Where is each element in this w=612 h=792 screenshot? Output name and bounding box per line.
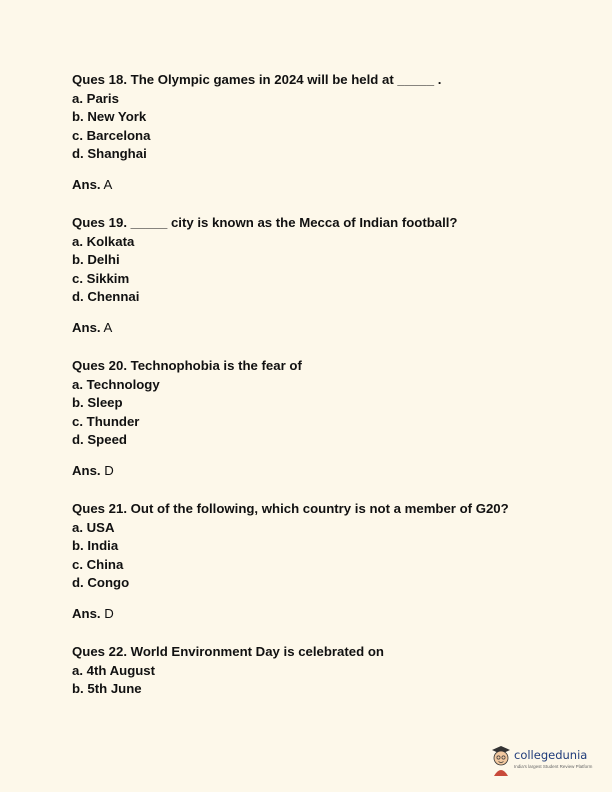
answer xyxy=(72,319,552,338)
question-prompt: Ques 21. Out of the following, which country is not a member of G20? xyxy=(72,501,509,516)
option-d: d. Speed xyxy=(72,432,127,447)
answer xyxy=(72,176,552,195)
option-b: b. India xyxy=(72,538,119,553)
question-20 xyxy=(72,357,552,480)
question-18 xyxy=(72,71,552,194)
answer xyxy=(72,462,552,481)
option-b: b. New York xyxy=(72,109,147,124)
option-b: b. Delhi xyxy=(72,252,120,267)
option-c: c. Barcelona xyxy=(72,127,151,143)
student-mascot-icon xyxy=(490,744,512,778)
option-b: b. 5th June xyxy=(72,681,142,696)
option-d: d. Shanghai xyxy=(72,146,147,161)
brand-tagline: India's largest Student Review Platform xyxy=(514,764,593,769)
answer-value: A xyxy=(103,319,113,335)
brand-name: collegedunia xyxy=(514,748,588,762)
question-22 xyxy=(72,643,552,699)
collegedunia-logo xyxy=(490,744,600,780)
option-c: c. Sikkim xyxy=(72,270,130,286)
question-prompt: Ques 19. _____ city is known as the Mecca of Indian football? xyxy=(72,215,458,230)
option-a: a. Technology xyxy=(72,376,160,392)
answer-value: A xyxy=(103,176,113,192)
question-prompt: Ques 22. World Environment Day is celebrated on xyxy=(72,644,384,659)
option-a: a. Paris xyxy=(72,90,119,106)
answer-label: Ans. xyxy=(72,319,101,335)
quiz-page xyxy=(72,71,552,719)
question-19 xyxy=(72,214,552,337)
option-a: a. Kolkata xyxy=(72,233,135,249)
answer-label: Ans. xyxy=(72,176,101,192)
question-prompt: Ques 18. The Olympic games in 2024 will be held at _____ . xyxy=(72,72,442,87)
answer-label: Ans. xyxy=(72,605,101,621)
option-a: a. 4th August xyxy=(72,662,156,678)
answer xyxy=(72,605,552,624)
answer-value: D xyxy=(104,605,114,621)
option-b: b. Sleep xyxy=(72,395,123,410)
option-d: d. Chennai xyxy=(72,289,140,304)
option-c: c. China xyxy=(72,556,124,572)
question-21 xyxy=(72,500,552,623)
option-c: c. Thunder xyxy=(72,413,140,429)
option-a: a. USA xyxy=(72,519,115,535)
question-prompt: Ques 20. Technophobia is the fear of xyxy=(72,358,302,373)
answer-value: D xyxy=(104,462,114,478)
option-d: d. Congo xyxy=(72,575,130,590)
answer-label: Ans. xyxy=(72,462,101,478)
